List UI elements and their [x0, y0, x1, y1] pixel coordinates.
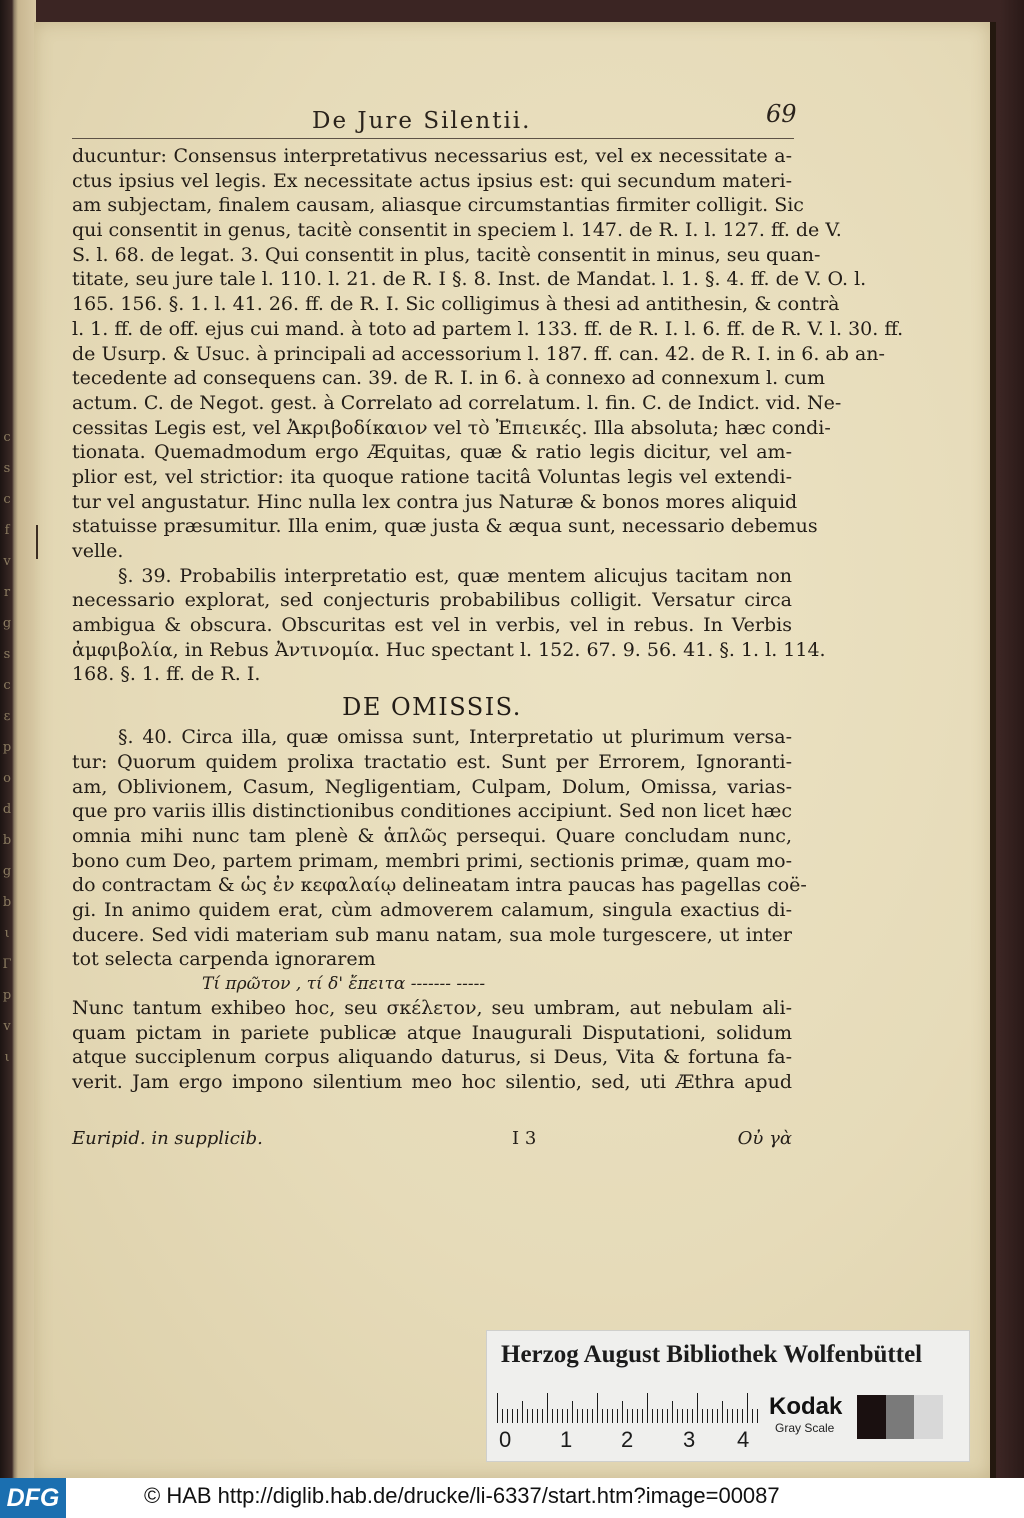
text-line: verit. Jam ergo impono silentium meo hoc silentio, sed, uti Æthra apud: [72, 1071, 792, 1094]
edge-glyph: ι: [4, 1050, 10, 1065]
running-head: De Jure Silentii.: [312, 108, 532, 134]
ruler-tick: [722, 1401, 723, 1423]
ruler-tick: [502, 1409, 503, 1423]
edge-glyph: g: [2, 616, 12, 631]
ruler-tick: [572, 1401, 573, 1423]
edge-glyph: b: [2, 895, 12, 910]
ruler-tick: [627, 1409, 628, 1423]
text-line: §. 40. Circa illa, quæ omissa sunt, Interpretatio ut plurimum versa-: [118, 726, 792, 749]
edge-glyph: v: [3, 554, 11, 569]
page-edge-shadow: [990, 22, 996, 1478]
gray-scale-label: Gray Scale: [775, 1421, 835, 1435]
ruler-number: 2: [621, 1427, 634, 1452]
text-line: de Usurp. & Usuc. à principali ad accessorium l. 187. ff. can. 42. de R. I. in 6. ab an-: [72, 342, 885, 365]
text-line: ctus ipsius vel legis. Ex necessitate actus ipsius est: qui secundum materi-: [72, 169, 792, 192]
text-line: necessario explorat, sed conjecturis probabilibus colligit. Versatur circa: [72, 589, 792, 612]
ruler-tick: [557, 1409, 558, 1423]
ruler-tick: [647, 1393, 648, 1423]
text-line: velle.: [72, 540, 124, 562]
ruler-tick: [637, 1409, 638, 1423]
ruler-tick: [537, 1409, 538, 1423]
text-line: plior est, vel strictior: ita quoque ratione tacitâ Voluntas legis vel extendi-: [72, 465, 792, 488]
ruler-tick: [702, 1409, 703, 1423]
ruler-tick: [667, 1409, 668, 1423]
text-line: tecedente ad consequens can. 39. de R. I. in 6. à connexo ad connexum l. cum: [72, 367, 826, 390]
page-number: 69: [766, 100, 797, 128]
ruler-tick: [512, 1409, 513, 1423]
main-text: [72, 144, 904, 1095]
ruler-tick: [602, 1409, 603, 1423]
paragraph-40: [72, 725, 807, 972]
text-line: qui consentit in genus, tacitè consentit in speciem l. 147. de R. I. l. 127. ff. de V.: [72, 219, 842, 242]
ruler-tick: [517, 1409, 518, 1423]
signature-mark: I 3: [512, 1128, 537, 1149]
footer-citation: Euripid. in supplicib.: [72, 1128, 263, 1149]
ruler-tick: [612, 1409, 613, 1423]
text-line: l. 1. ff. de off. ejus cui mand. à toto ad partem l. 133. ff. de R. I. l. 6. ff. de R. V. l. 30. ff.: [72, 317, 904, 340]
ruler-tick: [542, 1409, 543, 1423]
edge-glyph: p: [2, 988, 12, 1003]
text-line: ducere. Sed vidi materiam sub manu natam, sua mole turgescere, ut inter: [72, 923, 792, 946]
ruler-tick: [527, 1409, 528, 1423]
ruler-tick: [507, 1409, 508, 1423]
ruler-number: 1: [560, 1427, 573, 1452]
edge-glyph: Γ: [2, 957, 12, 972]
paragraph-38-continued: [72, 144, 904, 564]
ruler-tick: [632, 1409, 633, 1423]
edge-glyph: b: [2, 833, 12, 848]
closing-paragraph: [72, 996, 792, 1095]
ruler-tick: [607, 1409, 608, 1423]
kodak-brand: Kodak: [769, 1393, 843, 1420]
ruler-tick: [582, 1409, 583, 1423]
text-line: quam pictam in pariete publicæ atque Inaugurali Disputationi, solidum: [72, 1021, 792, 1044]
ruler-tick: [577, 1409, 578, 1423]
text-line: 168. §. 1. ff. de R. I.: [72, 663, 261, 686]
text-line: tur vel angustatur. Hinc nulla lex contra jus Naturæ & bonos mores aliquid: [72, 490, 798, 513]
ruler-tick: [692, 1409, 693, 1423]
paragraph-39: [72, 564, 826, 687]
copyright-link[interactable]: © HAB http://diglib.hab.de/drucke/li-6337/start.htm?image=00087: [144, 1483, 780, 1508]
ruler-tick: [522, 1401, 523, 1423]
text-line: cessitas Legis est, vel Ἀκριβοδίκαιον vel τὸ Ἐπιεικές. Illa absoluta; hæc condi-: [72, 416, 831, 439]
catchword: Οὐ γὰ: [737, 1128, 792, 1149]
edge-glyph: c: [3, 430, 11, 445]
ruler-tick: [547, 1393, 548, 1423]
text-line: gi. In animo quidem erat, cùm admoverem calamum, singula exactius di-: [72, 898, 792, 921]
swatch-mid: [886, 1395, 915, 1439]
ruler-tick: [687, 1409, 688, 1423]
ruler-tick: [732, 1409, 733, 1423]
ruler-tick: [652, 1409, 653, 1423]
adjacent-page-edge: [0, 0, 36, 1478]
text-line: Nunc tantum exhibeo hoc, seu σκέλετον, seu umbram, aut nebulam ali-: [72, 997, 792, 1019]
ruler-tick: [757, 1409, 758, 1423]
text-line: statuisse præsumitur. Illa enim, quæ justa & æqua sunt, necessario debemus: [72, 515, 818, 538]
ruler-tick: [742, 1409, 743, 1423]
ruler-number: 3: [683, 1427, 696, 1452]
header-rule: [72, 138, 794, 139]
text-line: titate, seu jure tale l. 110. l. 21. de R. I §. 8. Inst. de Mandat. l. 1. §. 4. ff. de V. O. l.: [72, 268, 867, 291]
text-line: S. l. 68. de legat. 3. Qui consentit in plus, tacitè consentit in minus, seu quan-: [72, 243, 821, 266]
edge-glyph: d: [2, 802, 12, 817]
ruler-tick: [662, 1409, 663, 1423]
ruler-tick: [747, 1393, 748, 1423]
edge-glyph: o: [3, 771, 11, 786]
edge-glyph: s: [3, 461, 11, 476]
text-line: ducuntur: Consensus interpretativus necessarius est, vel ex necessitate a-: [72, 145, 792, 167]
ruler-number: 4: [737, 1427, 750, 1452]
text-line: que pro variis illis distinctionibus conditiones accipiunt. Sed non licet hæc: [72, 800, 792, 823]
ruler-tick: [682, 1409, 683, 1423]
text-line: tur: Quorum quidem prolixa tractatio est. Sunt per Errorem, Ignoranti-: [72, 750, 792, 773]
text-line: do contractam & ὡς ἐν κεφαλαίῳ delineatam intra paucas has pagellas coë-: [72, 874, 807, 897]
card-title: Herzog August Bibliothek Wolfenbüttel: [501, 1341, 923, 1368]
swatch-light: [914, 1395, 943, 1439]
text-line: 165. 156. §. 1. l. 41. 26. ff. de R. I. Sic colligimus à thesi ad antithesin, & contrà: [72, 293, 840, 316]
color-calibration-card: [486, 1330, 970, 1462]
ruler-numbers: [487, 1427, 787, 1455]
ruler-tick: [617, 1409, 618, 1423]
ruler-tick: [597, 1393, 598, 1423]
edge-glyph: f: [4, 523, 10, 538]
ruler-tick: [562, 1409, 563, 1423]
edge-glyph: s: [3, 647, 11, 662]
text-line: §. 39. Probabilis interpretatio est, quæ mentem alicujus tacitam non: [118, 564, 792, 587]
ruler-tick: [697, 1393, 698, 1423]
text-line: ambigua & obscura. Obscuritas est vel in verbis, vel in rebus. In Verbis: [72, 614, 792, 637]
text-line: am, Oblivionem, Casum, Negligentiam, Culpam, Dolum, Omissa, varias-: [72, 775, 792, 798]
text-line: tionata. Quemadmodum ergo Æquitas, quæ & ratio legis dicitur, vel am-: [72, 441, 792, 464]
edge-glyph: c: [3, 678, 11, 693]
ruler-tick: [587, 1409, 588, 1423]
viewer-footer-bar: [0, 1478, 1024, 1518]
ruler-scale: [497, 1393, 763, 1423]
ruler-tick: [712, 1409, 713, 1423]
page-footer: [72, 1128, 792, 1154]
ruler-tick: [622, 1401, 623, 1423]
ruler-tick: [737, 1409, 738, 1423]
ruler-tick: [752, 1409, 753, 1423]
ruler-tick: [642, 1409, 643, 1423]
text-line: actum. C. de Negot. gest. à Correlato ad correlatum. l. fin. C. de Indict. vid. Ne-: [72, 391, 842, 414]
edge-glyph: p: [2, 740, 12, 755]
dfg-logo[interactable]: DFG: [0, 1478, 66, 1518]
ruler-tick: [707, 1409, 708, 1423]
ruler-tick: [727, 1409, 728, 1423]
text-line: am subjectam, finalem causam, aliasque circumstantias firmiter colligit. Sic: [72, 194, 804, 217]
ruler-tick: [677, 1409, 678, 1423]
text-line: bono cum Deo, partem primam, membri primi, sectionis primæ, quam mo-: [72, 849, 792, 872]
edge-glyph: c: [3, 492, 11, 507]
margin-mark: [36, 525, 38, 559]
ruler-tick: [552, 1409, 553, 1423]
greek-quotation: Τί πρῶτον , τί δ' ἔπειτα ------- -----: [202, 974, 486, 994]
ruler-tick: [497, 1393, 498, 1423]
text-line: atque succiplenum corpus aliquando daturus, si Deus, Vita & fortuna fa-: [72, 1046, 792, 1069]
edge-glyph: r: [3, 585, 11, 600]
edge-glyph: v: [3, 1019, 11, 1034]
text-line: tot selecta carpenda ignorarem: [72, 948, 376, 971]
swatch-dark: [857, 1395, 886, 1439]
gray-swatches: [857, 1395, 943, 1439]
edge-glyph: ι: [4, 926, 10, 941]
ruler-number: 0: [499, 1427, 512, 1452]
ruler-tick: [567, 1409, 568, 1423]
ruler-tick: [657, 1409, 658, 1423]
text-line: ἀμφιβολία, in Rebus Ἀντινομία. Huc spectant l. 152. 67. 9. 56. 41. §. 1. l. 114.: [72, 638, 826, 661]
text-line: omnia mihi nunc tam plenè & ἁπλῶς persequi. Quare concludam nunc,: [72, 824, 792, 847]
section-heading: DE OMISSIS.: [342, 693, 522, 722]
ruler-tick: [532, 1409, 533, 1423]
edge-glyph: g: [2, 864, 12, 879]
ruler-tick: [717, 1409, 718, 1423]
ruler-tick: [672, 1401, 673, 1423]
edge-glyph: ε: [3, 709, 11, 724]
ruler-tick: [592, 1409, 593, 1423]
